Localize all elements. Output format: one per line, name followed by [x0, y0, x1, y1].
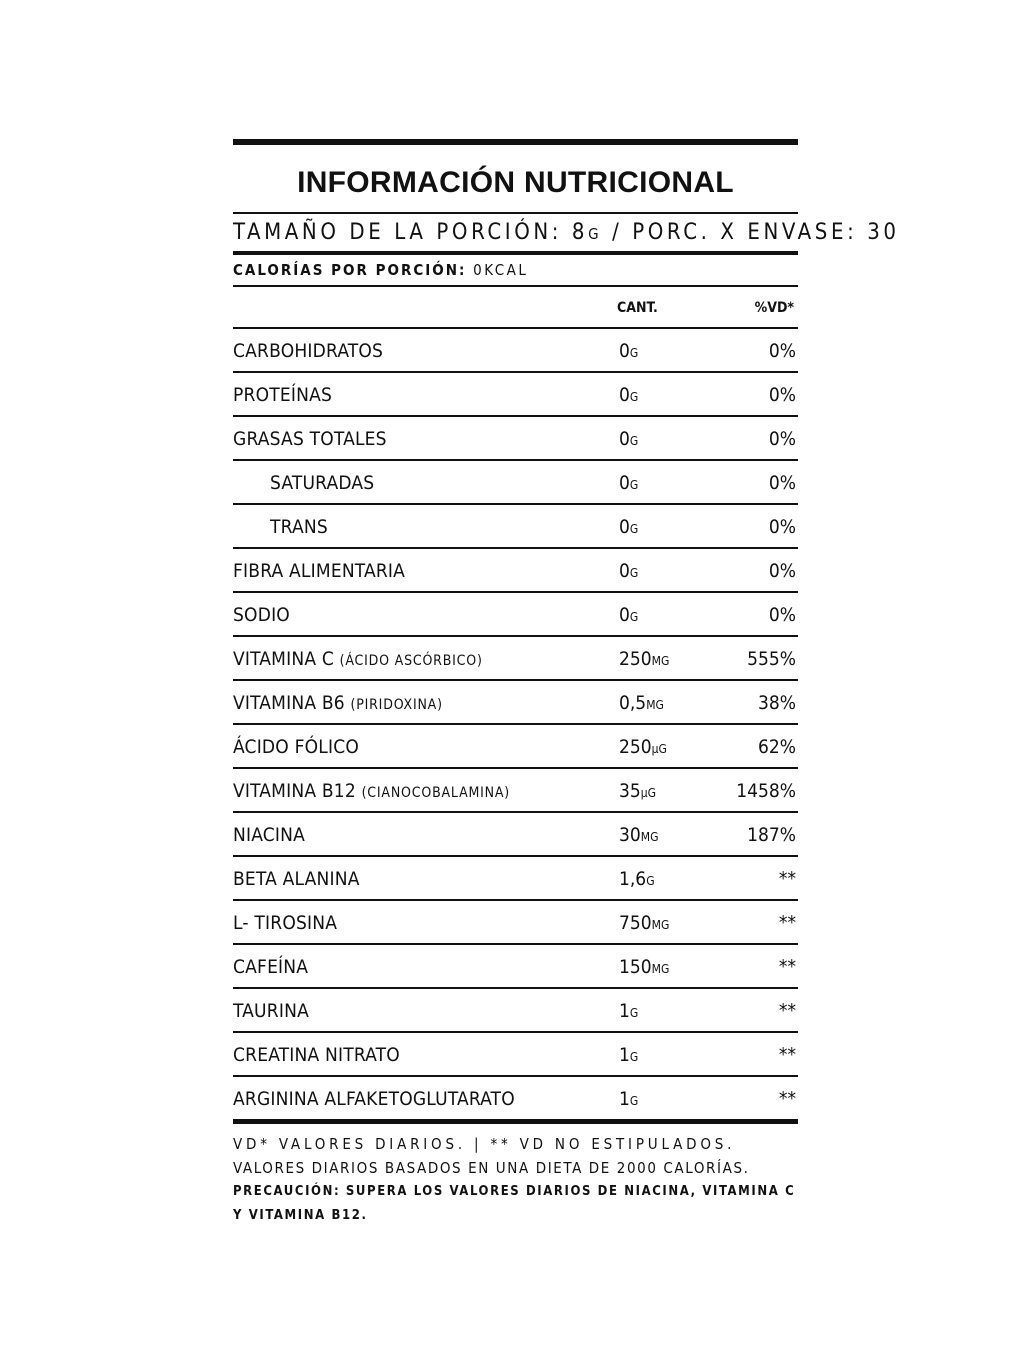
nutrient-name: [233, 384, 332, 406]
table-row: [233, 767, 798, 811]
serving-unit: G: [588, 225, 603, 243]
nutrient-amount: [619, 340, 638, 362]
nutrient-amount: [619, 516, 638, 538]
column-amount: CANT.: [617, 300, 658, 316]
footer-line-1: VD* VALORES DIARIOS. | ** VD NO ESTIPULADOS.: [233, 1135, 736, 1153]
nutrient-amount: [619, 472, 638, 494]
nutrient-daily-value: **: [778, 1088, 796, 1110]
nutrient-amount: [619, 604, 638, 626]
nutrient-daily-value: 1458%: [736, 780, 796, 802]
nutrient-label: TRANS: [270, 516, 328, 538]
nutrient-daily-value: 62%: [758, 736, 796, 758]
nutrient-daily-value: 0%: [768, 428, 796, 450]
amount-unit: G: [646, 874, 655, 888]
footer-warning: PRECAUCIÓN: SUPERA LOS VALORES DIARIOS DE NIACINA, VITAMINA C Y VITAMINA B12.: [233, 1184, 796, 1223]
table-row: [233, 943, 798, 987]
amount-value: 30: [619, 824, 641, 846]
table-row: [233, 987, 798, 1031]
nutrient-name: [233, 428, 387, 450]
table-row: [233, 503, 798, 547]
serving-text-2: / PORC. X ENVASE: 30: [602, 220, 900, 245]
nutrient-label: GRASAS TOTALES: [233, 428, 387, 450]
table-row: [233, 899, 798, 943]
amount-unit: MG: [646, 698, 664, 712]
amount-value: 0: [619, 340, 630, 362]
nutrient-label: VITAMINA C: [233, 648, 335, 670]
table-row: [233, 811, 798, 855]
amount-unit: MG: [640, 830, 659, 844]
nutrient-amount: [619, 384, 638, 406]
column-header: [233, 287, 798, 327]
calories-label: CALORÍAS POR PORCIÓN:: [233, 261, 474, 279]
nutrient-daily-value: 0%: [768, 516, 796, 538]
nutrient-label: CAFEÍNA: [233, 956, 309, 978]
amount-unit: MG: [651, 654, 670, 668]
nutrient-table: [233, 327, 798, 1119]
nutrient-label: VITAMINA B6: [233, 692, 345, 714]
table-row: [233, 459, 798, 503]
amount-value: 750: [619, 912, 652, 934]
amount-unit: G: [629, 478, 639, 492]
nutrient-daily-value: **: [778, 1044, 796, 1066]
amount-unit: G: [629, 522, 639, 536]
nutrient-daily-value: **: [778, 868, 796, 890]
nutrient-note: (CIANOCOBALAMINA): [361, 785, 511, 801]
nutrient-label: SATURADAS: [270, 472, 375, 494]
amount-value: 250: [619, 648, 652, 670]
amount-value: 0: [619, 472, 630, 494]
nutrient-amount: [619, 780, 656, 802]
nutrient-label: VITAMINA B12: [233, 780, 356, 802]
nutrient-daily-value: 0%: [768, 560, 796, 582]
table-row: [233, 635, 798, 679]
table-row: [233, 547, 798, 591]
amount-unit: G: [629, 1006, 639, 1020]
nutrient-amount: [619, 868, 655, 890]
serving-size: [233, 214, 900, 251]
nutrient-label: ARGININA ALFAKETOGLUTARATO: [233, 1088, 515, 1110]
amount-unit: MG: [651, 962, 670, 976]
amount-value: 0: [619, 428, 630, 450]
nutrient-label: SODIO: [233, 604, 290, 626]
nutrient-name: [233, 1088, 515, 1110]
nutrient-label: L- TIROSINA: [233, 912, 338, 934]
table-row: [233, 723, 798, 767]
amount-value: 1: [619, 1000, 630, 1022]
amount-unit: G: [629, 610, 639, 624]
nutrient-label: BETA ALANINA: [233, 868, 360, 890]
nutrient-amount: [619, 648, 669, 670]
nutrient-note: (ÁCIDO ASCÓRBICO): [339, 653, 483, 669]
nutrient-amount: [619, 428, 638, 450]
nutrient-daily-value: 38%: [758, 692, 796, 714]
amount-value: 0: [619, 516, 630, 538]
nutrient-amount: [619, 1000, 638, 1022]
amount-unit: G: [629, 346, 639, 360]
nutrient-name: [233, 648, 483, 670]
nutrient-label: TAURINA: [233, 1000, 309, 1022]
nutrient-daily-value: 0%: [768, 472, 796, 494]
nutrient-label: CREATINA NITRATO: [233, 1044, 400, 1066]
amount-value: 0: [619, 384, 630, 406]
nutrient-label: CARBOHIDRATOS: [233, 340, 384, 362]
amount-unit: G: [629, 1050, 639, 1064]
nutrient-daily-value: 0%: [768, 384, 796, 406]
table-row: [233, 1075, 798, 1119]
amount-value: 150: [619, 956, 652, 978]
amount-value: 1: [619, 1088, 630, 1110]
amount-unit: G: [629, 1094, 639, 1108]
nutrient-amount: [619, 1088, 638, 1110]
nutrient-name: [233, 560, 405, 582]
nutrient-daily-value: **: [778, 956, 796, 978]
amount-value: 1: [619, 1044, 630, 1066]
nutrient-amount: [619, 912, 669, 934]
amount-value: 250: [619, 736, 652, 758]
nutrient-name: [270, 516, 328, 538]
table-row: [233, 679, 798, 723]
nutrient-daily-value: 0%: [768, 604, 796, 626]
label-title: INFORMACIÓN NUTRICIONAL: [297, 166, 734, 199]
table-row: [233, 415, 798, 459]
nutrient-label: NIACINA: [233, 824, 306, 846]
amount-value: 0: [619, 560, 630, 582]
amount-value: 1,6: [619, 868, 647, 890]
nutrient-name: [233, 736, 359, 758]
serving-text-1: TAMAÑO DE LA PORCIÓN: 8: [233, 220, 589, 245]
nutrient-amount: [619, 736, 667, 758]
nutrient-daily-value: **: [778, 1000, 796, 1022]
nutrient-name: [233, 692, 443, 714]
table-row: [233, 1031, 798, 1075]
amount-value: 0: [619, 604, 630, 626]
nutrient-name: [233, 824, 305, 846]
calories-value: 0KCAL: [473, 261, 529, 279]
table-row: [233, 855, 798, 899]
footer-notes: [233, 1132, 798, 1228]
nutrient-name: [233, 1044, 400, 1066]
nutrient-amount: [619, 692, 664, 714]
nutrient-name: [233, 604, 290, 626]
nutrient-name: [233, 956, 308, 978]
nutrient-amount: [619, 824, 658, 846]
nutrient-amount: [619, 1044, 638, 1066]
nutrient-daily-value: 187%: [747, 824, 796, 846]
nutrient-daily-value: **: [778, 912, 796, 934]
nutrient-amount: [619, 956, 669, 978]
calories-per-serving: [233, 255, 798, 285]
footer-line-2: VALORES DIARIOS BASADOS EN UNA DIETA DE 2000 CALORÍAS.: [233, 1159, 750, 1177]
nutrition-facts-panel: [233, 139, 900, 1124]
nutrient-name: [233, 340, 383, 362]
bottom-thick-rule: [233, 1119, 798, 1124]
amount-unit: G: [629, 566, 639, 580]
nutrient-name: [233, 868, 360, 890]
table-row: [233, 371, 798, 415]
nutrient-name: [233, 1000, 309, 1022]
amount-unit: MG: [651, 918, 670, 932]
column-daily-value: %VD*: [754, 300, 794, 316]
nutrient-name: [270, 472, 374, 494]
amount-value: 35: [619, 780, 641, 802]
table-row: [233, 591, 798, 635]
amount-unit: G: [629, 434, 639, 448]
nutrient-amount: [619, 560, 638, 582]
nutrient-name: [233, 780, 510, 802]
nutrient-label: PROTEÍNAS: [233, 384, 333, 406]
nutrient-label: FIBRA ALIMENTARIA: [233, 560, 406, 582]
nutrient-daily-value: 0%: [768, 340, 796, 362]
nutrient-daily-value: 555%: [747, 648, 796, 670]
table-row: [233, 327, 798, 371]
amount-unit: µG: [651, 742, 667, 756]
amount-unit: G: [629, 390, 639, 404]
amount-unit: µG: [640, 786, 656, 800]
amount-value: 0,5: [619, 692, 647, 714]
nutrient-name: [233, 912, 337, 934]
nutrient-label: ÁCIDO FÓLICO: [233, 736, 360, 758]
nutrient-note: (PIRIDOXINA): [350, 697, 443, 713]
